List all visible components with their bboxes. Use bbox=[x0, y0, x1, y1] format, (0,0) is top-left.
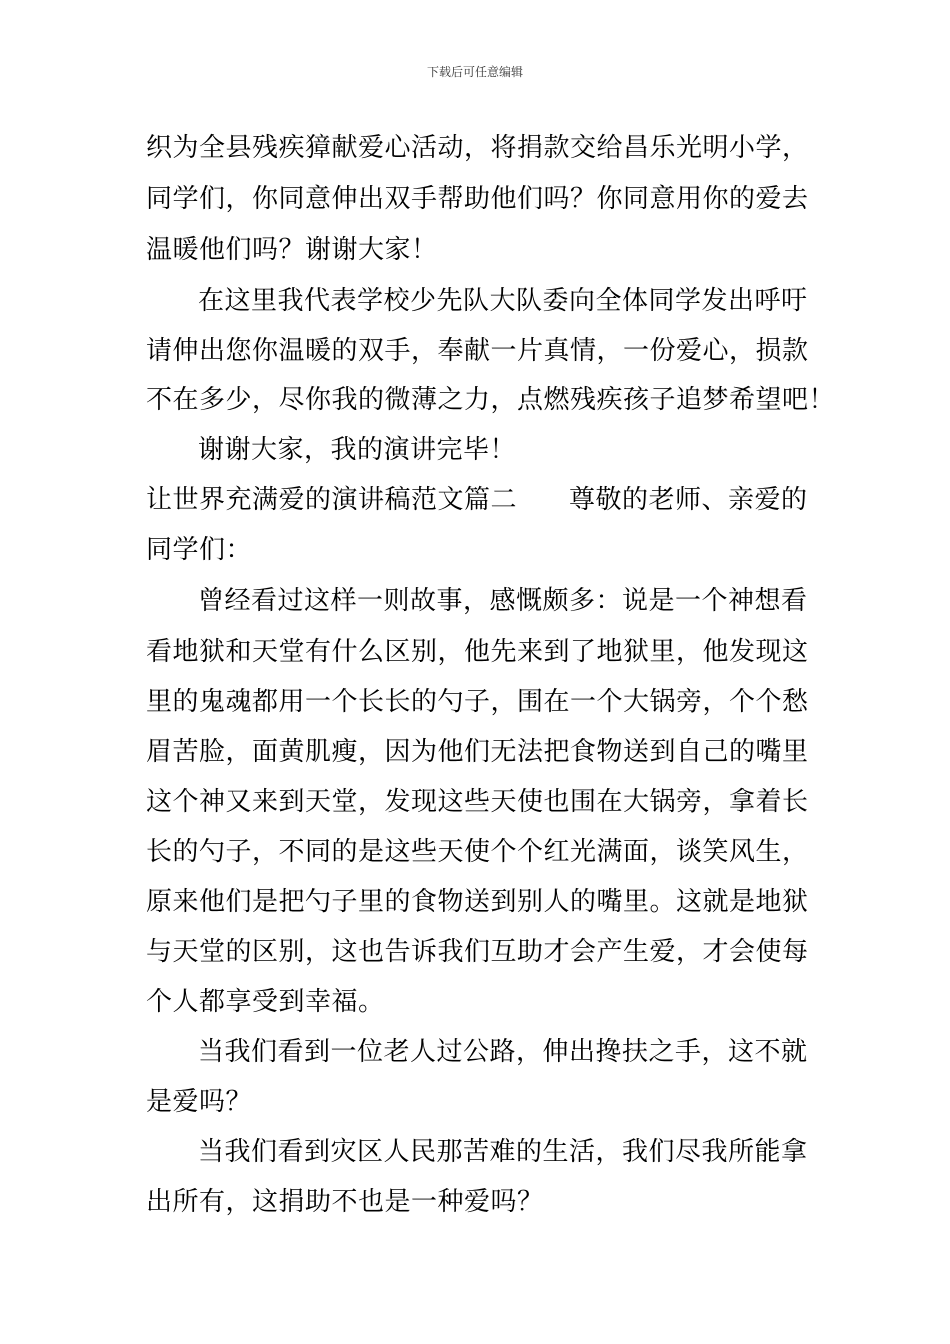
salutation: 尊敬的老师、亲爱的 bbox=[569, 485, 808, 515]
paragraph-line: 出所有，这捐助不也是一种爱吗？ bbox=[146, 1187, 544, 1217]
paragraph-line: 当我们看到灾区人民那苦难的生活，我们尽我所能拿 bbox=[198, 1137, 808, 1167]
paragraph-line: 同学们： bbox=[146, 535, 253, 565]
paragraph-line: 与天堂的区别，这也告诉我们互助才会产生爱，才会使每 bbox=[146, 937, 809, 967]
paragraph-line: 里的鬼魂都用一个长长的勺子，围在一个大锅旁，个个愁 bbox=[146, 687, 809, 717]
paragraph-line: 同学们，你同意伸出双手帮助他们吗？你同意用你的爱去 bbox=[146, 184, 809, 214]
paragraph-line: 当我们看到一位老人过公路，伸出搀扶之手，这不就 bbox=[198, 1037, 808, 1067]
paragraph-line: 请伸出您你温暖的双手，奉献一片真情，一份爱心，损款 bbox=[146, 336, 809, 366]
paragraph-line: 谢谢大家，我的演讲完毕！ bbox=[198, 435, 517, 465]
paragraph-line: 长的勺子，不同的是这些天使个个红光满面，谈笑风生， bbox=[146, 837, 809, 867]
page-header: 下载后可任意编辑 bbox=[426, 65, 523, 79]
section-heading-title: 让世界充满爱的演讲稿范文篇二 bbox=[146, 485, 518, 515]
paragraph-line: 曾经看过这样一则故事，感慨颇多：说是一个神想看 bbox=[198, 586, 808, 616]
paragraph-line: 不在多少，尽你我的微薄之力，点燃残疾孩子追梦希望吧！ bbox=[146, 385, 836, 415]
paragraph-line: 个人都享受到幸福。 bbox=[146, 987, 385, 1017]
section-heading-line bbox=[146, 480, 808, 520]
paragraph-line: 这个神又来到天堂，发现这些天使也围在大锅旁，拿着长 bbox=[146, 787, 809, 817]
paragraph-line: 织为全县残疾獐献爱心活动，将捐款交给昌乐光明小学， bbox=[146, 133, 809, 163]
paragraph-line: 是爱吗？ bbox=[146, 1087, 253, 1117]
paragraph-line: 在这里我代表学校少先队大队委向全体同学发出呼吁 bbox=[198, 286, 808, 316]
paragraph-line: 看地狱和天堂有什么区别，他先来到了地狱里，他发现这 bbox=[146, 637, 809, 667]
paragraph-line: 眉苦脸，面黄肌瘦，因为他们无法把食物送到自己的嘴里 bbox=[146, 737, 809, 767]
paragraph-line: 原来他们是把勺子里的食物送到别人的嘴里。这就是地狱 bbox=[146, 887, 809, 917]
paragraph-line: 温暖他们吗？谢谢大家！ bbox=[146, 235, 438, 265]
